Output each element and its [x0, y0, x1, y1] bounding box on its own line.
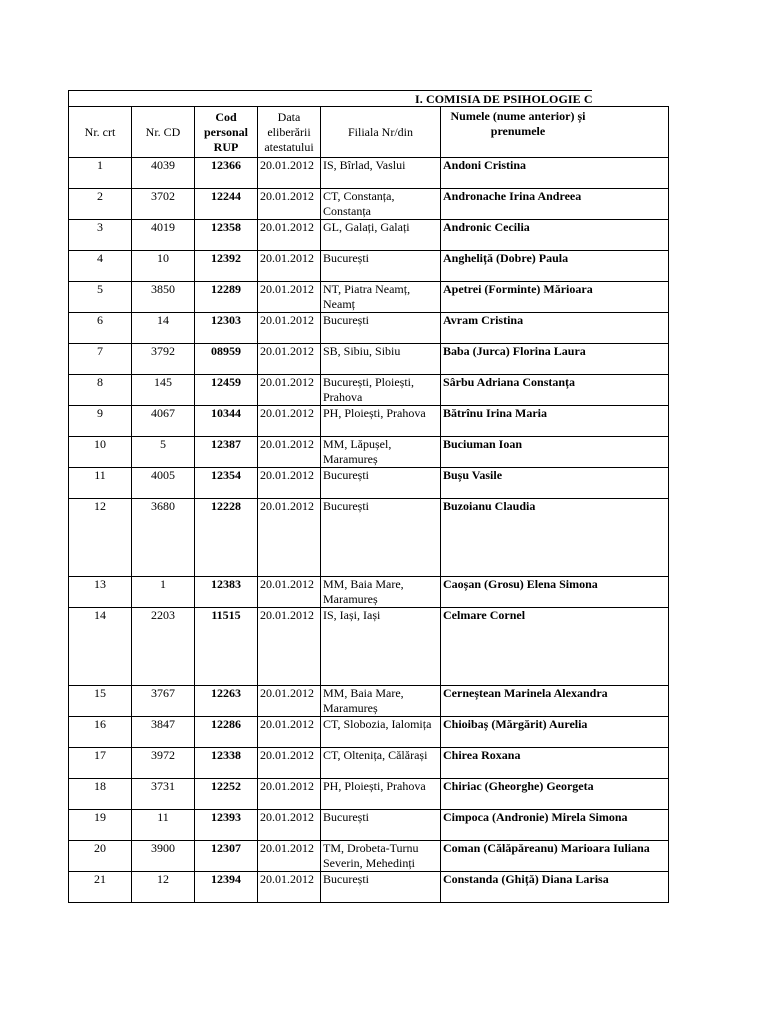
cell-data: 20.01.2012 [258, 810, 321, 841]
spreadsheet-page [68, 90, 650, 900]
cell-nume: Chirea Roxana [441, 748, 669, 779]
cell-nume: Avram Cristina [441, 313, 669, 344]
cell-nr-cd: 1 [132, 577, 195, 608]
cell-data: 20.01.2012 [258, 499, 321, 577]
cell-data: 20.01.2012 [258, 717, 321, 748]
header-row [69, 107, 669, 158]
table-row [69, 158, 669, 189]
header-filiala: Filiala Nr/din [321, 107, 441, 158]
table-row [69, 437, 669, 468]
cell-nr-cd: 5 [132, 437, 195, 468]
cell-nr-crt: 17 [69, 748, 132, 779]
table-row [69, 344, 669, 375]
cell-nr-crt: 16 [69, 717, 132, 748]
cell-nume: Coman (Călăpăreanu) Marioara Iuliana [441, 841, 669, 872]
cell-filiala: București [321, 251, 441, 282]
cell-nr-cd: 3767 [132, 686, 195, 717]
cell-nr-crt: 11 [69, 468, 132, 499]
cell-data: 20.01.2012 [258, 779, 321, 810]
cell-nr-cd: 12 [132, 872, 195, 903]
cell-nr-crt: 8 [69, 375, 132, 406]
cell-nume: Andronache Irina Andreea [441, 189, 669, 220]
cell-data: 20.01.2012 [258, 406, 321, 437]
table-row [69, 748, 669, 779]
cell-cod: 12358 [195, 220, 258, 251]
cell-cod: 12303 [195, 313, 258, 344]
cell-cod: 12289 [195, 282, 258, 313]
cell-cod: 12383 [195, 577, 258, 608]
cell-nume: Buciuman Ioan [441, 437, 669, 468]
table-row [69, 841, 669, 872]
table-row [69, 608, 669, 686]
cell-filiala: București [321, 313, 441, 344]
cell-data: 20.01.2012 [258, 872, 321, 903]
cell-nr-crt: 4 [69, 251, 132, 282]
table-row [69, 375, 669, 406]
cell-nume: Andoni Cristina [441, 158, 669, 189]
cell-cod: 12387 [195, 437, 258, 468]
cell-cod: 12263 [195, 686, 258, 717]
cell-nr-cd: 145 [132, 375, 195, 406]
table-row [69, 282, 669, 313]
cell-nr-crt: 9 [69, 406, 132, 437]
cell-nr-crt: 10 [69, 437, 132, 468]
cell-data: 20.01.2012 [258, 437, 321, 468]
cell-filiala: București, Ploiești, Prahova [321, 375, 441, 406]
cell-nume: Andronic Cecilia [441, 220, 669, 251]
cell-nr-cd: 2203 [132, 608, 195, 686]
table-row [69, 779, 669, 810]
header-cod: Cod personal RUP [195, 107, 258, 158]
cell-nume: Chiriac (Gheorghe) Georgeta [441, 779, 669, 810]
cell-nr-cd: 3972 [132, 748, 195, 779]
header-nume: Numele (nume anterior) și prenumele [441, 107, 669, 158]
table-row [69, 468, 669, 499]
section-title: I. COMISIA DE PSIHOLOGIE C [415, 92, 593, 106]
cell-nr-crt: 1 [69, 158, 132, 189]
cell-data: 20.01.2012 [258, 220, 321, 251]
table-row [69, 251, 669, 282]
cell-filiala: MM, Lăpușel, Maramureș [321, 437, 441, 468]
cell-data: 20.01.2012 [258, 748, 321, 779]
cell-nume: Buzoianu Claudia [441, 499, 669, 577]
cell-filiala: PH, Ploiești, Prahova [321, 779, 441, 810]
cell-nr-cd: 4039 [132, 158, 195, 189]
cell-nume: Caoșan (Grosu) Elena Simona [441, 577, 669, 608]
cell-nume: Chioibaș (Mărgărit) Aurelia [441, 717, 669, 748]
cell-cod: 12286 [195, 717, 258, 748]
cell-nr-crt: 6 [69, 313, 132, 344]
cell-nr-cd: 3702 [132, 189, 195, 220]
table-row [69, 717, 669, 748]
cell-data: 20.01.2012 [258, 313, 321, 344]
cell-nr-cd: 3680 [132, 499, 195, 577]
cell-nr-crt: 21 [69, 872, 132, 903]
cell-nr-crt: 18 [69, 779, 132, 810]
cell-cod: 12392 [195, 251, 258, 282]
cell-cod: 11515 [195, 608, 258, 686]
cell-cod: 12307 [195, 841, 258, 872]
cell-nr-crt: 13 [69, 577, 132, 608]
cell-cod: 12393 [195, 810, 258, 841]
cell-data: 20.01.2012 [258, 375, 321, 406]
cell-nume: Constanda (Ghiță) Diana Larisa [441, 872, 669, 903]
table-row [69, 577, 669, 608]
cell-cod: 12252 [195, 779, 258, 810]
cell-nr-crt: 3 [69, 220, 132, 251]
cell-data: 20.01.2012 [258, 251, 321, 282]
table-row [69, 220, 669, 251]
table-row [69, 810, 669, 841]
cell-filiala: IS, Iași, Iași [321, 608, 441, 686]
cell-filiala: IS, Bîrlad, Vaslui [321, 158, 441, 189]
cell-filiala: TM, Drobeta-Turnu Severin, Mehedinți [321, 841, 441, 872]
cell-nr-crt: 19 [69, 810, 132, 841]
cell-nume: Bușu Vasile [441, 468, 669, 499]
cell-data: 20.01.2012 [258, 282, 321, 313]
cell-cod: 12228 [195, 499, 258, 577]
cell-data: 20.01.2012 [258, 841, 321, 872]
cell-cod: 12459 [195, 375, 258, 406]
cell-nr-cd: 3847 [132, 717, 195, 748]
cell-nr-cd: 10 [132, 251, 195, 282]
cell-nr-cd: 4005 [132, 468, 195, 499]
cell-nume: Bătrînu Irina Maria [441, 406, 669, 437]
cell-filiala: București [321, 872, 441, 903]
cell-nr-crt: 12 [69, 499, 132, 577]
table-row [69, 686, 669, 717]
cell-cod: 12244 [195, 189, 258, 220]
cell-filiala: CT, Constanța, Constanța [321, 189, 441, 220]
cell-nume: Sârbu Adriana Constanța [441, 375, 669, 406]
cell-filiala: MM, Baia Mare, Maramureș [321, 686, 441, 717]
cell-filiala: CT, Slobozia, Ialomița [321, 717, 441, 748]
table-row [69, 313, 669, 344]
cell-cod: 12394 [195, 872, 258, 903]
cell-filiala: MM, Baia Mare, Maramureș [321, 577, 441, 608]
cell-cod: 12354 [195, 468, 258, 499]
table-row [69, 189, 669, 220]
cell-data: 20.01.2012 [258, 577, 321, 608]
cell-nr-cd: 3900 [132, 841, 195, 872]
table-row [69, 406, 669, 437]
cell-filiala: CT, Oltenița, Călărași [321, 748, 441, 779]
cell-filiala: București [321, 810, 441, 841]
cell-filiala: București [321, 499, 441, 577]
header-nr-crt: Nr. crt [69, 107, 132, 158]
cell-nr-cd: 11 [132, 810, 195, 841]
cell-cod: 10344 [195, 406, 258, 437]
cell-nr-cd: 14 [132, 313, 195, 344]
cell-nr-crt: 2 [69, 189, 132, 220]
cell-filiala: GL, Galați, Galați [321, 220, 441, 251]
cell-nume: Celmare Cornel [441, 608, 669, 686]
table-row [69, 499, 669, 577]
cell-cod: 08959 [195, 344, 258, 375]
cell-data: 20.01.2012 [258, 189, 321, 220]
cell-nume: Cimpoca (Andronie) Mirela Simona [441, 810, 669, 841]
cell-nr-crt: 5 [69, 282, 132, 313]
cell-nr-cd: 4067 [132, 406, 195, 437]
cell-nr-crt: 7 [69, 344, 132, 375]
cell-filiala: NT, Piatra Neamț, Neamț [321, 282, 441, 313]
cell-filiala: SB, Sibiu, Sibiu [321, 344, 441, 375]
cell-nr-crt: 20 [69, 841, 132, 872]
cell-data: 20.01.2012 [258, 686, 321, 717]
header-data: Data eliberării atestatului [258, 107, 321, 158]
cell-data: 20.01.2012 [258, 344, 321, 375]
cell-cod: 12366 [195, 158, 258, 189]
table-row [69, 872, 669, 903]
data-table [68, 106, 669, 903]
cell-nr-crt: 14 [69, 608, 132, 686]
cell-filiala: PH, Ploiești, Prahova [321, 406, 441, 437]
cell-nume: Apetrei (Forminte) Mărioara [441, 282, 669, 313]
cell-nr-crt: 15 [69, 686, 132, 717]
cell-nume: Baba (Jurca) Florina Laura [441, 344, 669, 375]
cell-filiala: București [321, 468, 441, 499]
cell-nume: Angheliță (Dobre) Paula [441, 251, 669, 282]
title-row [68, 90, 592, 106]
cell-nr-cd: 4019 [132, 220, 195, 251]
cell-nr-cd: 3850 [132, 282, 195, 313]
cell-nr-cd: 3792 [132, 344, 195, 375]
cell-data: 20.01.2012 [258, 158, 321, 189]
header-nr-cd: Nr. CD [132, 107, 195, 158]
cell-cod: 12338 [195, 748, 258, 779]
cell-data: 20.01.2012 [258, 608, 321, 686]
cell-nume: Cerneștean Marinela Alexandra [441, 686, 669, 717]
cell-nr-cd: 3731 [132, 779, 195, 810]
cell-data: 20.01.2012 [258, 468, 321, 499]
